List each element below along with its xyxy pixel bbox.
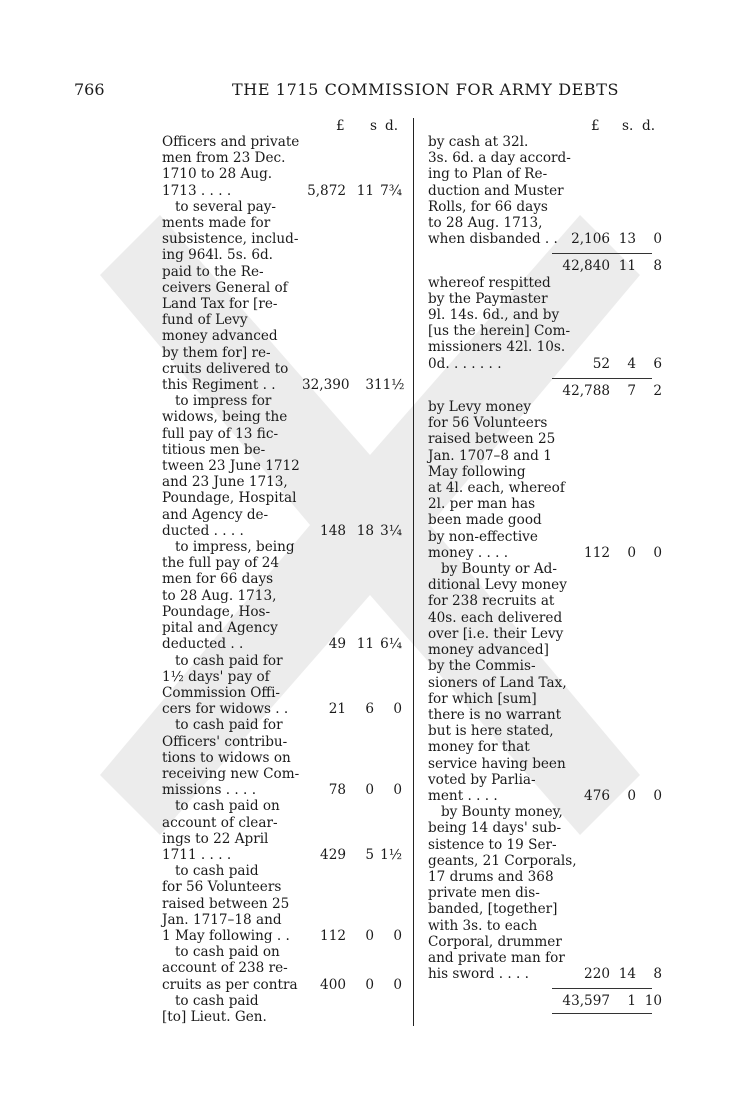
entry-line: titious men be-	[162, 441, 266, 458]
shillings-header: s	[370, 118, 377, 134]
entry-line: voted by Parlia-	[428, 771, 536, 788]
entry-line: men for 66 days	[162, 571, 274, 588]
entry-line: 1 May following . .	[162, 927, 290, 944]
amount-pence: 10	[644, 993, 662, 1010]
entry-line: ments made for	[162, 215, 271, 232]
entry-amount	[558, 788, 662, 804]
entry-line: ing 964l. 5s. 6d.	[162, 247, 274, 264]
entry-line: to 28 Aug. 1713,	[428, 215, 543, 232]
entry-line: to impress, being	[162, 539, 295, 556]
entry-line: money . . . .	[428, 544, 509, 561]
entry-line: raised between 25	[162, 895, 290, 912]
entry-line: cruits delivered to	[162, 360, 289, 377]
amount-pounds: 43,597	[562, 993, 610, 1010]
ledger-entry	[428, 274, 662, 372]
amount-pounds: 5,872	[307, 182, 346, 199]
entry-line: to cash paid for	[162, 717, 283, 734]
pence-header-right: d.	[642, 118, 656, 134]
entry-line: ing to Plan of Re-	[428, 166, 548, 183]
entry-line: to cash paid on	[162, 798, 280, 815]
entry-line: 1½ days' pay of	[162, 668, 270, 685]
amount-pence: 8	[653, 258, 662, 275]
entry-amount	[302, 701, 402, 717]
entry-line: 1711 . . . .	[162, 846, 232, 863]
ledger-entry	[162, 539, 412, 652]
ledger-entry	[162, 717, 412, 798]
entry-line: the full pay of 24	[162, 555, 280, 572]
entry-line: by Bounty or Ad-	[428, 561, 557, 578]
amount-pence: 8	[653, 966, 662, 983]
entry-line: missioners 42l. 10s.	[428, 339, 566, 356]
amount-pence: 11½	[374, 377, 405, 394]
entry-line: raised between 25	[428, 431, 556, 448]
entry-line: private men dis-	[428, 885, 540, 902]
entry-line: to impress for	[162, 393, 272, 410]
entry-line: money advanced]	[428, 642, 549, 659]
amount-shillings: 3	[365, 377, 374, 394]
ledger-entry	[428, 804, 662, 983]
left-column	[162, 134, 412, 1025]
entry-line: account of clear-	[162, 814, 278, 831]
entry-line: tions to widows on	[162, 749, 291, 766]
entry-line: by them for] re-	[162, 344, 271, 361]
amount-shillings: 11	[356, 636, 374, 653]
sum-rule	[552, 988, 652, 989]
amount-pounds: 52	[592, 355, 610, 372]
entry-amount	[558, 993, 662, 1009]
entry-amount	[558, 356, 662, 372]
ledger-entry	[162, 993, 412, 1025]
entry-line: 9l. 14s. 6d., and by	[428, 307, 560, 324]
pounds-header: £	[336, 118, 345, 134]
ledger-entry	[162, 134, 412, 199]
amount-pence: 3¼	[380, 522, 402, 539]
entry-line: money for that	[428, 739, 530, 756]
entry-line: and 23 June 1713,	[162, 474, 288, 491]
entry-line: his sword . . . .	[428, 966, 529, 983]
amount-pounds: 220	[584, 966, 610, 983]
entry-line: by Levy money	[428, 399, 532, 416]
entry-line: to several pay-	[162, 198, 277, 215]
amount-pence: 0	[653, 787, 662, 804]
ledger-entry	[162, 393, 412, 539]
entry-line: to cash paid	[162, 992, 259, 1009]
amount-pence: 1½	[380, 846, 402, 863]
entry-amount	[302, 183, 402, 199]
pence-header: d.	[385, 118, 399, 134]
column-divider	[413, 118, 414, 1026]
entry-line: paid to the Re-	[162, 263, 264, 280]
entry-line: and private man for	[428, 949, 565, 966]
entry-line: to cash paid on	[162, 944, 280, 961]
amount-pence: 0	[393, 976, 402, 993]
entry-amount	[302, 636, 402, 652]
entry-amount	[558, 966, 662, 982]
entry-line: over [i.e. their Levy	[428, 625, 564, 642]
amount-pence: 0	[653, 544, 662, 561]
entry-line: Officers and private	[162, 134, 300, 150]
entry-line: Corporal, drummer	[428, 933, 562, 950]
entry-line: for which [sum]	[428, 690, 537, 707]
amount-shillings: 1	[627, 993, 636, 1010]
entry-line: pital and Agency	[162, 620, 278, 637]
amount-pence: 0	[393, 927, 402, 944]
entry-line: May following	[428, 463, 526, 480]
amount-pounds: 400	[320, 976, 346, 993]
entry-line: Jan. 1707–8 and 1	[428, 447, 552, 464]
entry-line: widows, being the	[162, 409, 288, 426]
sum-rule	[552, 253, 652, 254]
entry-line: Jan. 1717–18 and	[162, 911, 282, 928]
amount-shillings: 0	[627, 787, 636, 804]
entry-line: receiving new Com-	[162, 765, 300, 782]
entry-line: 1713 . . . .	[162, 182, 232, 199]
entry-line: to cash paid for	[162, 652, 283, 669]
amount-pounds: 148	[320, 522, 346, 539]
entry-line: fund of Levy	[162, 312, 248, 329]
entry-line: by the Paymaster	[428, 290, 548, 307]
entry-line: sistence to 19 Ser-	[428, 836, 557, 853]
ledger-entry	[428, 134, 662, 248]
entry-amount	[302, 377, 405, 394]
page-header	[0, 80, 731, 104]
entry-line: Commission Offi-	[162, 684, 281, 701]
amount-shillings: 11	[618, 258, 636, 275]
amount-shillings: 0	[627, 544, 636, 561]
entry-line: account of 238 re-	[162, 960, 288, 977]
entry-amount	[302, 977, 402, 993]
entry-line: by non-effective	[428, 528, 538, 545]
entry-line: service having been	[428, 755, 566, 772]
entry-line: for 238 recruits at	[428, 593, 555, 610]
amount-shillings: 5	[365, 846, 374, 863]
ledger-entry	[162, 798, 412, 863]
entry-line: Officers' contribu-	[162, 733, 288, 750]
entry-line: Rolls, for 66 days	[428, 198, 548, 215]
entry-line: ment . . . .	[428, 787, 498, 804]
entry-line: whereof respitted	[428, 274, 551, 291]
amount-pounds: 2,106	[571, 231, 610, 248]
entry-line: 40s. each delivered	[428, 609, 563, 626]
entry-line: by the Commis-	[428, 658, 536, 675]
amount-pounds: 476	[584, 787, 610, 804]
entry-line: for 56 Volunteers	[428, 415, 548, 432]
entry-line: banded, [together]	[428, 901, 558, 918]
page-number: 766	[74, 80, 105, 99]
entry-line: when disbanded . .	[428, 231, 558, 248]
amount-pounds: 112	[584, 544, 610, 561]
amount-pounds: 42,840	[562, 258, 610, 275]
entry-line: tween 23 June 1712	[162, 458, 300, 475]
page-title: THE 1715 COMMISSION FOR ARMY DEBTS	[232, 80, 620, 99]
amount-pence: 6¼	[380, 636, 402, 653]
ledger-entry	[162, 199, 412, 393]
ledger-entry	[428, 258, 662, 275]
ledger-entry	[428, 561, 662, 804]
entry-amount	[302, 523, 402, 539]
amount-pence: 7¾	[380, 182, 402, 199]
entry-line: and Agency de-	[162, 506, 269, 523]
entry-line: Land Tax for [re-	[162, 296, 278, 313]
entry-line: geants, 21 Corporals,	[428, 852, 577, 869]
ledger-entry	[162, 863, 412, 944]
entry-amount	[558, 383, 662, 399]
entry-line: ducted . . . .	[162, 522, 244, 539]
entry-amount	[302, 928, 402, 944]
amount-pence: 2	[653, 382, 662, 399]
entry-line: ceivers General of	[162, 279, 288, 296]
entry-amount	[302, 847, 402, 863]
entry-line: at 4l. each, whereof	[428, 480, 565, 497]
amount-shillings: 0	[365, 927, 374, 944]
amount-pence: 6	[653, 355, 662, 372]
amount-shillings: 7	[627, 382, 636, 399]
entry-line: by Bounty money,	[428, 804, 563, 821]
entry-line: with 3s. to each	[428, 917, 538, 934]
entry-line: been made good	[428, 512, 542, 529]
entry-line: Poundage, Hos-	[162, 603, 271, 620]
ledger-entry	[162, 944, 412, 993]
entry-amount	[302, 782, 402, 798]
amount-shillings: 13	[618, 231, 636, 248]
entry-line: sioners of Land Tax,	[428, 674, 567, 691]
entry-amount	[558, 258, 662, 274]
entry-line: this Regiment . .	[162, 377, 276, 394]
entry-line: ings to 22 April	[162, 830, 269, 847]
entry-amount	[558, 231, 662, 247]
ledger-entry	[428, 382, 662, 399]
amount-shillings: 18	[356, 522, 374, 539]
amount-pence: 0	[653, 231, 662, 248]
entry-line: to 28 Aug. 1713,	[162, 587, 277, 604]
amount-pounds: 49	[328, 636, 346, 653]
entry-line: duction and Muster	[428, 182, 564, 199]
entry-line: 2l. per man has	[428, 496, 536, 513]
entry-line: Poundage, Hospital	[162, 490, 297, 507]
amount-pounds: 32,390	[302, 377, 350, 394]
entry-amount	[558, 545, 662, 561]
entry-line: there is no warrant	[428, 706, 562, 723]
ledger-entry	[428, 399, 662, 561]
entry-line: subsistence, includ-	[162, 231, 299, 248]
pounds-header-right: £	[591, 118, 600, 134]
entry-line: for 56 Volunteers	[162, 879, 282, 896]
amount-shillings: 14	[618, 966, 636, 983]
entry-line: 17 drums and 368	[428, 868, 554, 885]
amount-pounds: 42,788	[562, 382, 610, 399]
amount-pounds: 78	[328, 782, 346, 799]
sum-rule	[552, 378, 652, 379]
entry-line: but is here stated,	[428, 723, 554, 740]
amount-shillings: 11	[356, 182, 374, 199]
entry-line: men from 23 Dec.	[162, 150, 286, 167]
amount-pounds: 21	[328, 701, 346, 718]
total-rule	[552, 1013, 652, 1014]
entry-line: cruits as per contra	[162, 976, 298, 993]
entry-line: 0d. . . . . . .	[428, 355, 502, 372]
amount-pence: 0	[393, 701, 402, 718]
amount-shillings: 6	[365, 701, 374, 718]
entry-line: missions . . . .	[162, 782, 257, 799]
entry-line: [us the herein] Com-	[428, 323, 571, 340]
entry-line: 3s. 6d. a day accord-	[428, 150, 571, 167]
amount-pence: 0	[393, 782, 402, 799]
entry-line: being 14 days' sub-	[428, 820, 562, 837]
entry-line: money advanced	[162, 328, 278, 345]
entry-line: [to] Lieut. Gen.	[162, 1008, 267, 1025]
ledger-entry	[162, 653, 412, 718]
entry-line: by cash at 32l.	[428, 134, 529, 150]
amount-pounds: 112	[320, 927, 346, 944]
entry-line: deducted . .	[162, 636, 244, 653]
entry-line: cers for widows . .	[162, 701, 289, 718]
amount-shillings: 4	[627, 355, 636, 372]
amount-shillings: 0	[365, 782, 374, 799]
entry-line: 1710 to 28 Aug.	[162, 166, 273, 183]
shillings-header-right: s.	[622, 118, 634, 134]
amount-pounds: 429	[320, 846, 346, 863]
ledger-entry	[428, 993, 662, 1010]
right-column	[428, 134, 662, 1014]
entry-line: full pay of 13 fic-	[162, 425, 279, 442]
entry-line: ditional Levy money	[428, 577, 567, 594]
amount-shillings: 0	[365, 976, 374, 993]
entry-line: to cash paid	[162, 863, 259, 880]
